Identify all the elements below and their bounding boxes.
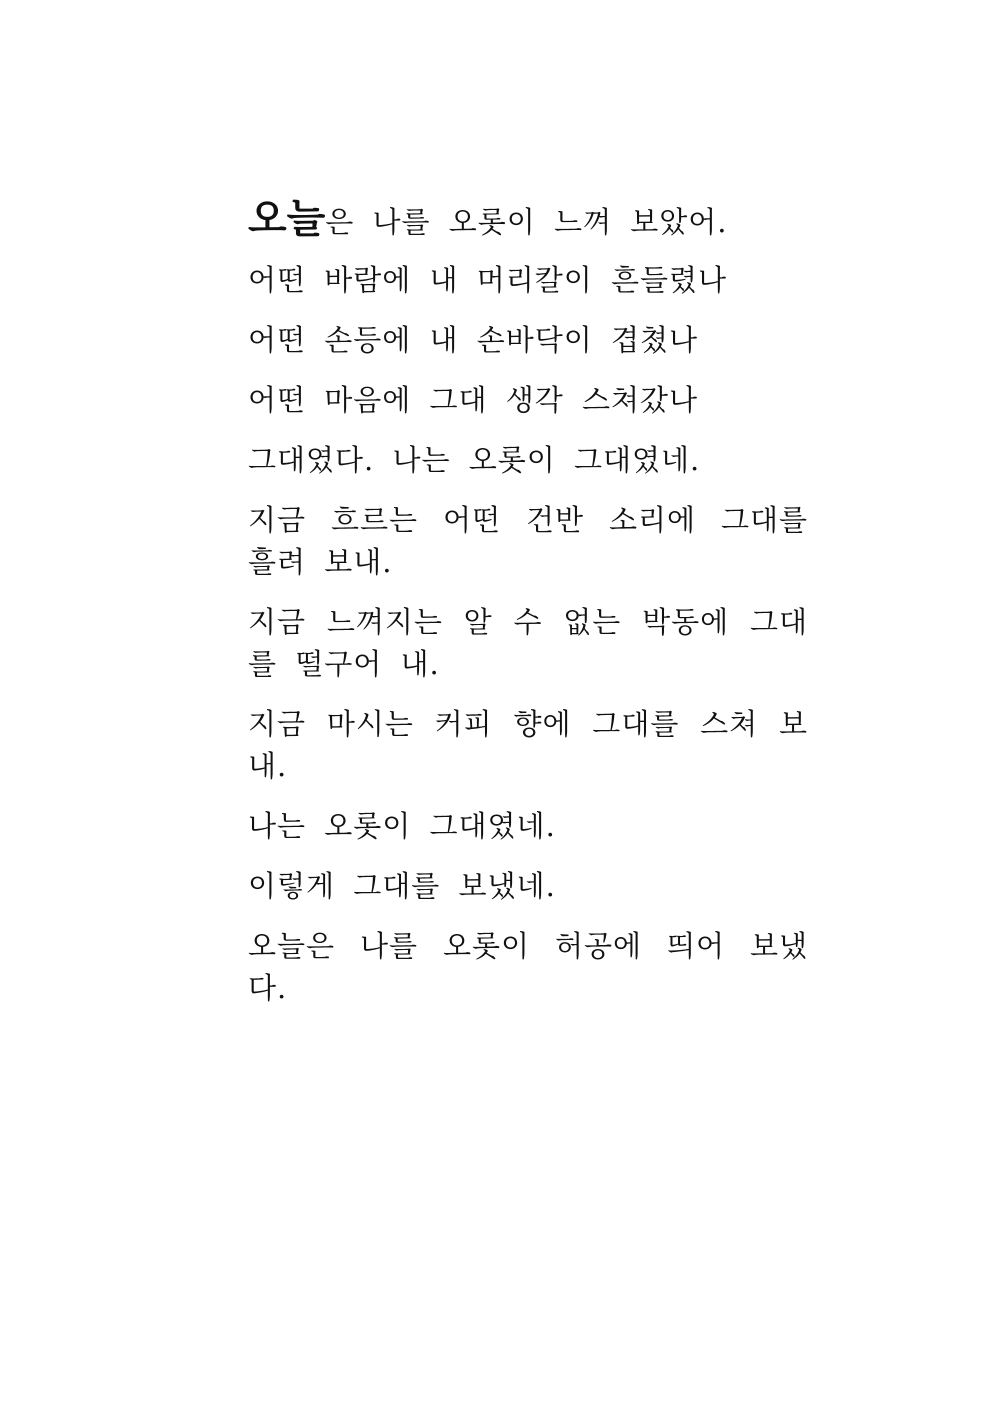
poem-line-4: 어떤 마음에 그대 생각 스쳐갔나: [248, 383, 699, 417]
poem-line-10: 이렇게 그대를 보냈네.: [248, 869, 556, 903]
poem-line-9: 나는 오롯이 그대였네.: [248, 809, 556, 843]
poem-line-2: 어떤 바람에 내 머리칼이 흔들렸나: [248, 263, 728, 297]
poem-line-8: 지금 마시는 커피 향에 그대를 스쳐 보내.: [248, 707, 808, 783]
poem-line-3: 어떤 손등에 내 손바닥이 겹쳤나: [248, 323, 699, 357]
poem-line-11: 오늘은 나를 오롯이 허공에 띄어 보냈다.: [248, 929, 808, 1005]
poem-body: [248, 198, 808, 1027]
poem-line-1: [248, 198, 808, 243]
poem-line-7: 지금 느껴지는 알 수 없는 박동에 그대를 떨구어 내.: [248, 605, 808, 681]
poem-line-6: 지금 흐르는 어떤 건반 소리에 그대를 흘려 보내.: [248, 503, 808, 579]
poem-dropcap: 오늘: [248, 196, 326, 242]
poem-line-1-rest: 은 나를 오롯이 느껴 보았어.: [325, 205, 728, 239]
poem-line-5: 그대였다. 나는 오롯이 그대였네.: [248, 443, 701, 477]
